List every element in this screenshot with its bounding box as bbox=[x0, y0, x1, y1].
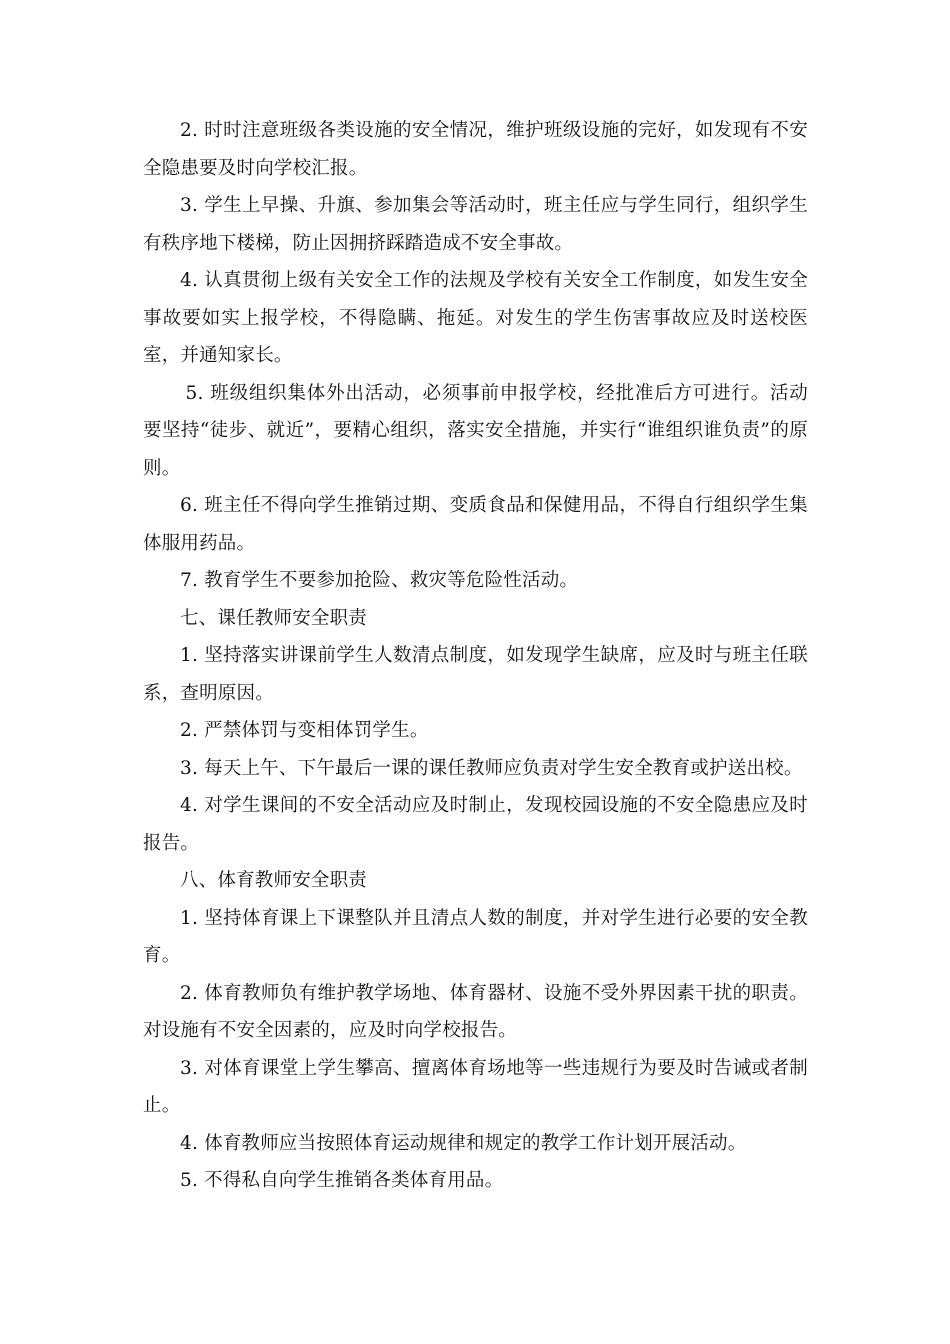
paragraph-subject-teacher-item-1: 1. 坚持落实讲课前学生人数清点制度，如发现学生缺席，应及时与班主任联系，查明原因。 bbox=[143, 645, 808, 704]
paragraph-subject-teacher-item-3: 3. 每天上午、下午最后一课的课任教师应负责对学生安全教育或护送出校。 bbox=[180, 757, 803, 779]
paragraph-class-teacher-item-6: 6. 班主任不得向学生推销过期、变质食品和保健用品，不得自行组织学生集体服用药品。 bbox=[143, 495, 808, 554]
section-heading-pe-teacher: 八、体育教师安全职责 bbox=[180, 870, 368, 891]
paragraph-pe-teacher-item-3: 3. 对体育课堂上学生攀高、擅离体育场地等一些违规行为要及时告诫或者制止。 bbox=[143, 1057, 808, 1116]
paragraph-class-teacher-item-7: 7. 教育学生不要参加抢险、救灾等危险性活动。 bbox=[180, 570, 579, 591]
paragraph-pe-teacher-item-1: 1. 坚持体育课上下课整队并且清点人数的制度，并对学生进行必要的安全教育。 bbox=[143, 907, 808, 966]
paragraph-subject-teacher-item-4: 4. 对学生课间的不安全活动应及时制止，发现校园设施的不安全隐患应及时报告。 bbox=[143, 795, 808, 854]
paragraph-class-teacher-item-4: 4. 认真贯彻上级有关安全工作的法规及学校有关安全工作制度，如发生安全事故要如实上报学校，不得隐瞒、拖延。对发生的学生伤害事故应及时送校医室，并通知家长。 bbox=[143, 270, 808, 366]
document-body bbox=[143, 112, 808, 1200]
paragraph-subject-teacher-item-2: 2. 严禁体罚与变相体罚学生。 bbox=[180, 720, 429, 741]
paragraph-class-teacher-item-2: 2. 时时注意班级各类设施的安全情况，维护班级设施的完好，如发现有不安全隐患要及时向学校汇报。 bbox=[143, 120, 808, 179]
paragraph-class-teacher-item-3: 3. 学生上早操、升旗、参加集会等活动时，班主任应与学生同行，组织学生有秩序地下楼梯，防止因拥挤踩踏造成不安全事故。 bbox=[143, 195, 808, 254]
paragraph-class-teacher-item-5: 5. 班级组织集体外出活动，必须事前申报学校，经批准后方可进行。活动要坚持“徒步、就近”，要精心组织，落实安全措施，并实行“谁组织谁负责”的原则。 bbox=[143, 382, 808, 479]
paragraph-pe-teacher-item-4: 4. 体育教师应当按照体育运动规律和规定的教学工作计划开展活动。 bbox=[180, 1132, 747, 1154]
section-heading-subject-teacher: 七、课任教师安全职责 bbox=[180, 607, 368, 629]
paragraph-pe-teacher-item-2: 2. 体育教师负有维护教学场地、体育器材、设施不受外界因素干扰的职责。对设施有不安全因素的，应及时向学校报告。 bbox=[143, 982, 808, 1041]
paragraph-pe-teacher-item-5: 5. 不得私自向学生推销各类体育用品。 bbox=[180, 1170, 504, 1191]
